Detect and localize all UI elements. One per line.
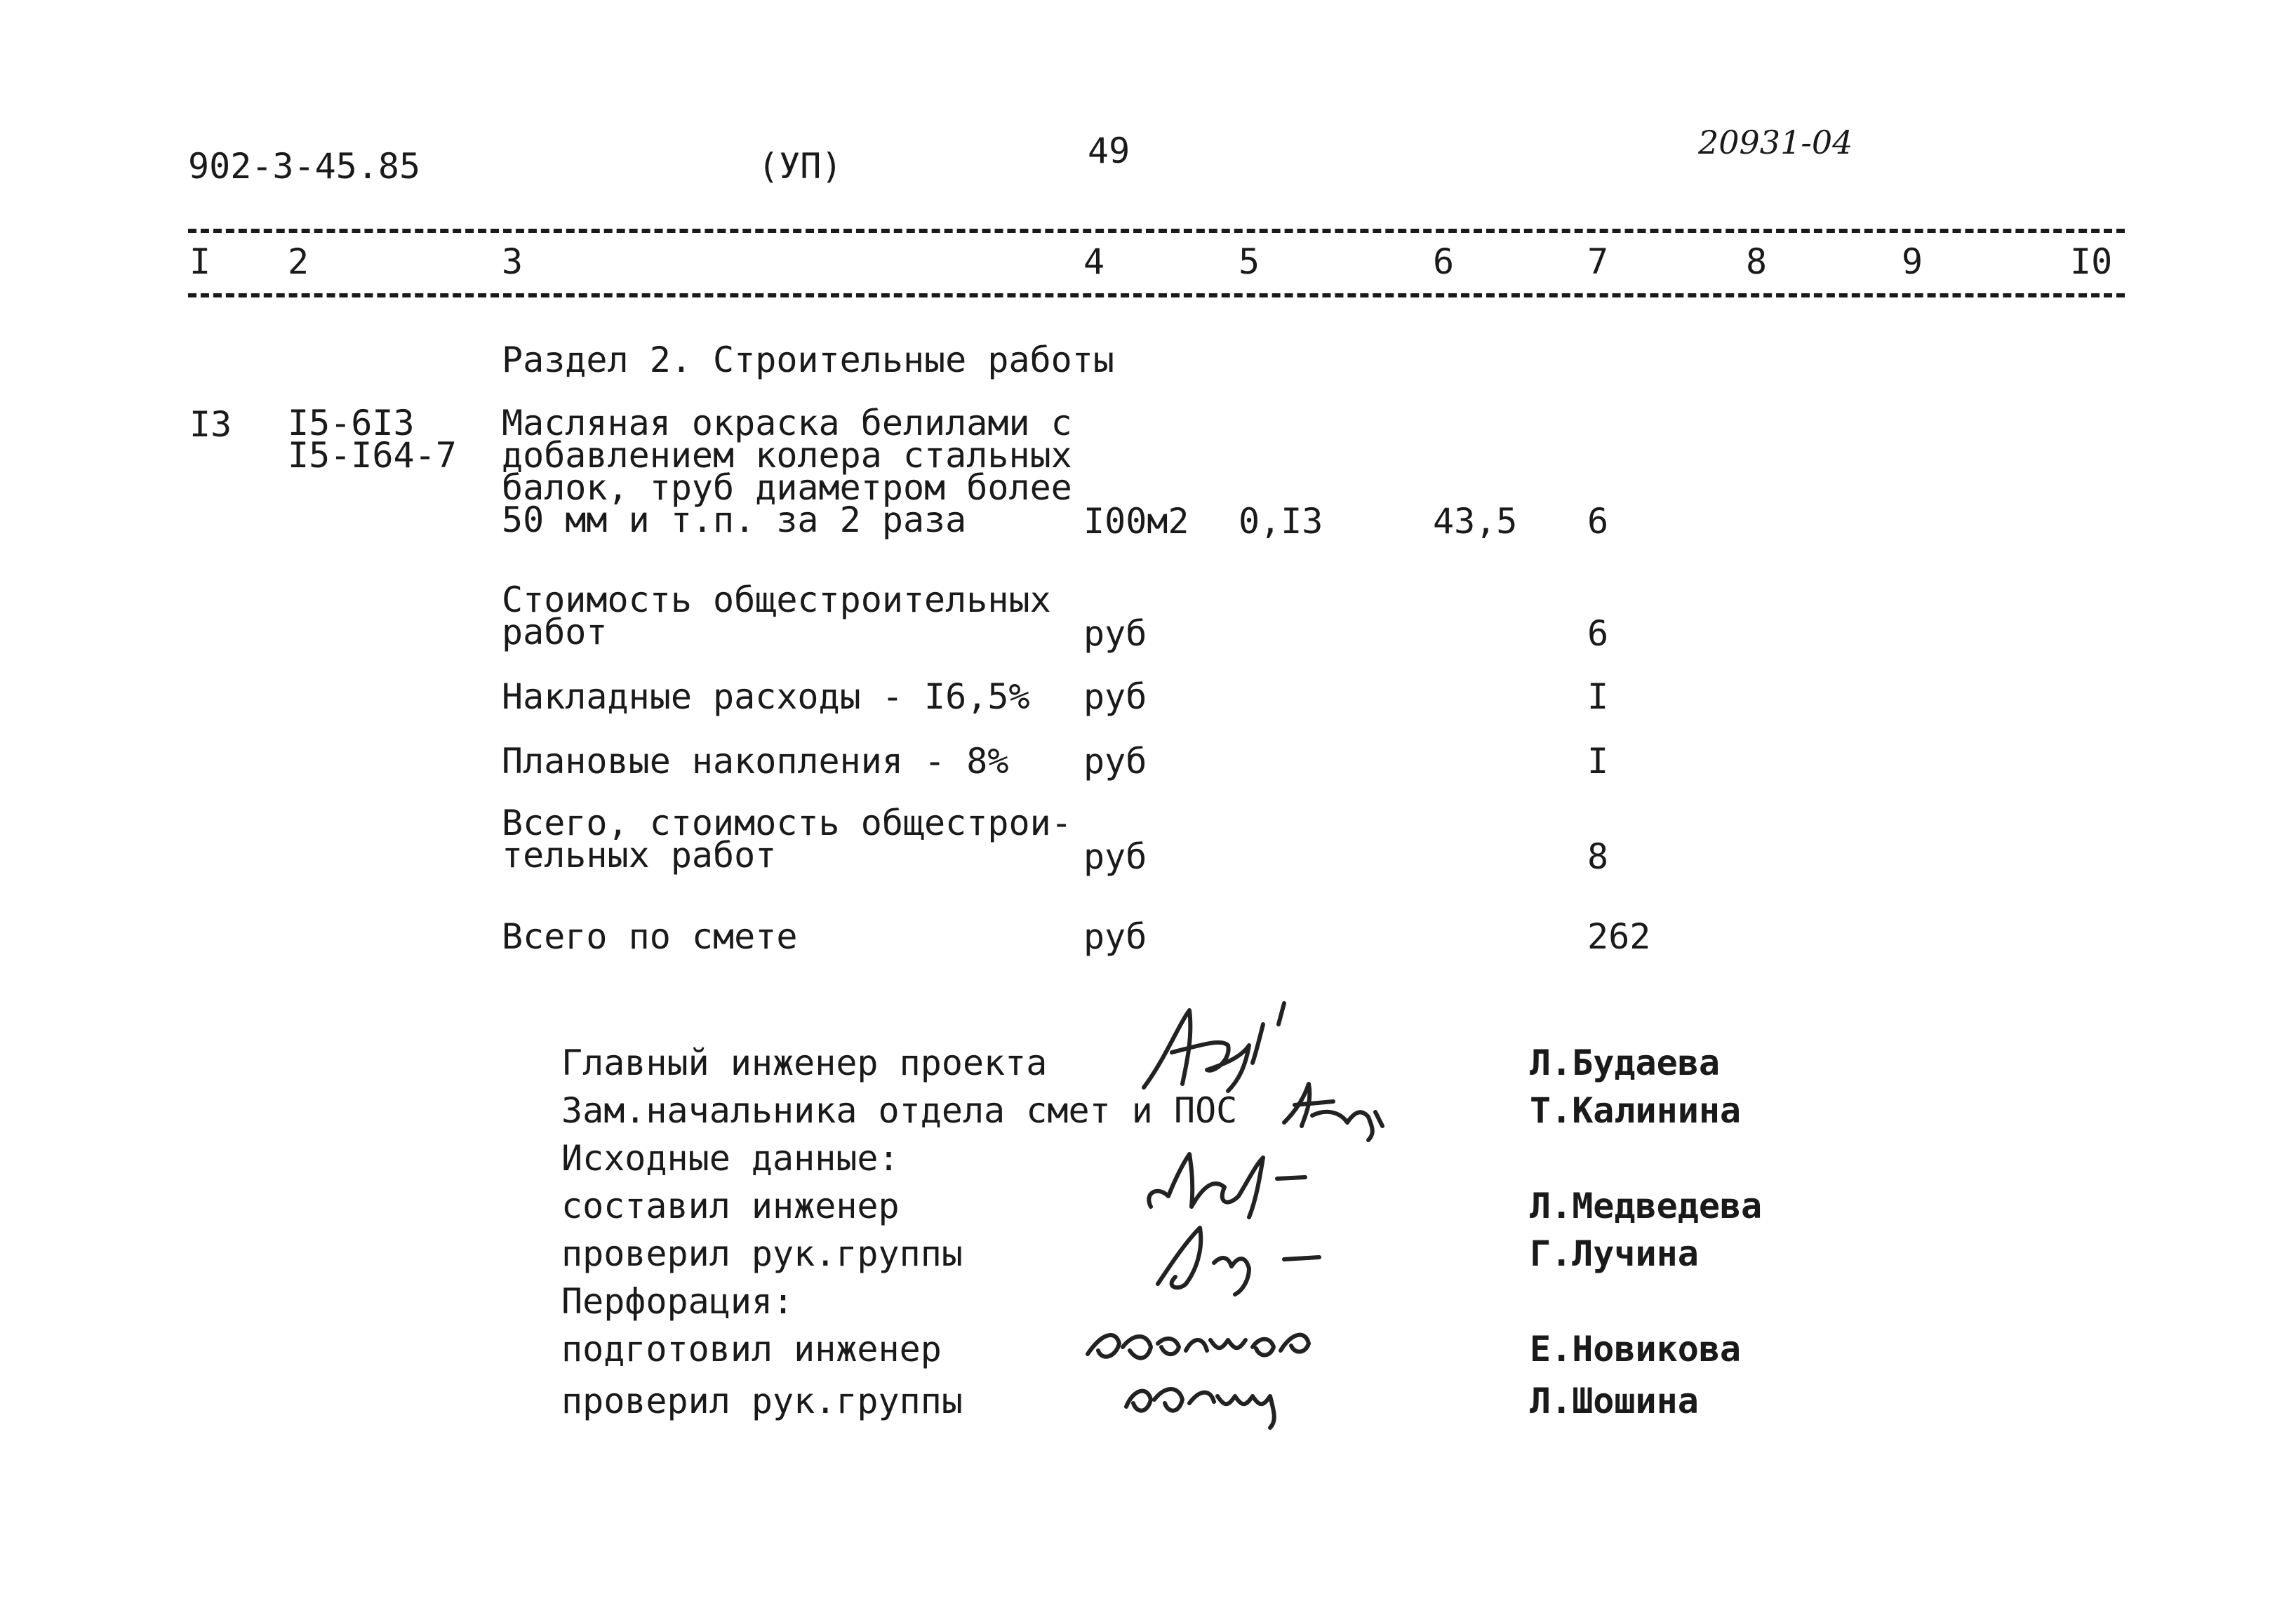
col-num-2: 2 — [288, 241, 309, 282]
prepared-role: подготовил инженер — [561, 1329, 942, 1369]
summary-unit: руб — [1083, 836, 1147, 877]
section-title: Раздел 2. Строительные работы — [502, 340, 1114, 380]
checked2-role: проверил рук.группы — [561, 1381, 963, 1421]
col-num-1: I — [189, 241, 211, 282]
summary-label-line: тельных работ — [502, 835, 777, 876]
col-num-5: 5 — [1239, 241, 1260, 282]
signature-checked2 — [1116, 1368, 1298, 1431]
col-num-8: 8 — [1746, 241, 1768, 282]
perforation-label: Перфорация: — [561, 1281, 794, 1322]
description-line: добавлением колера стальных — [502, 435, 1072, 476]
item-unit-price: 43,5 — [1433, 501, 1518, 542]
deputy-role: Зам.начальника отдела смет и ПОС — [561, 1090, 1238, 1131]
source-data-label: Исходные данные: — [561, 1138, 900, 1179]
summary-label: Плановые накопления - 8% — [502, 741, 1009, 782]
col-num-4: 4 — [1083, 241, 1105, 282]
description-line: 50 мм и т.п. за 2 раза — [502, 500, 967, 540]
col-num-7: 7 — [1587, 241, 1609, 282]
summary-value: 6 — [1587, 613, 1609, 654]
header-rule-bottom — [188, 293, 2125, 297]
col-num-9: 9 — [1902, 241, 1923, 282]
chief-engineer-name: Л.Будаева — [1530, 1043, 1720, 1083]
header-rule-top — [188, 229, 2125, 233]
summary-unit: руб — [1083, 741, 1147, 782]
doc-code: 902-3-45.85 — [188, 146, 421, 187]
col-num-10: I0 — [2070, 241, 2113, 282]
summary-value: I — [1587, 741, 1609, 782]
signature-deputy — [1270, 1073, 1396, 1144]
signature-checked — [1144, 1214, 1340, 1298]
summary-label-line: Стоимость общестроительных — [502, 580, 1051, 620]
item-codes — [288, 403, 457, 476]
stage-label: (УП) — [758, 146, 843, 187]
item-description — [502, 403, 1072, 540]
checked-name: Г.Лучина — [1530, 1233, 1699, 1274]
prepared-name: Е.Новикова — [1530, 1329, 1742, 1369]
item-unit: I00м2 — [1083, 501, 1189, 542]
description-line: балок, труб диаметром более — [502, 467, 1072, 508]
item-quantity: 0,I3 — [1239, 501, 1323, 542]
signature-prepared — [1081, 1312, 1319, 1375]
summary-label — [502, 580, 1051, 652]
summary-label-line: Всего, стоимость общестрои- — [502, 803, 1072, 843]
archive-number: 20931-04 — [1698, 123, 1853, 161]
summary-label: Всего по смете — [502, 916, 798, 957]
item-total: 6 — [1587, 501, 1609, 542]
summary-value: I — [1587, 676, 1609, 717]
summary-label: Накладные расходы - I6,5% — [502, 676, 1030, 717]
deputy-name: Т.Калинина — [1530, 1090, 1742, 1131]
checked2-name: Л.Шошина — [1530, 1381, 1699, 1421]
checked-role: проверил рук.группы — [561, 1233, 963, 1274]
col-num-3: 3 — [502, 241, 523, 282]
compiled-role: составил инженер — [561, 1186, 900, 1226]
compiled-name: Л.Медведева — [1530, 1186, 1763, 1226]
description-line: Масляная окраска белилами с — [502, 403, 1072, 443]
item-code: I5-I64-7 — [288, 435, 457, 476]
summary-unit: руб — [1083, 613, 1147, 654]
chief-engineer-role: Главный инженер проекта — [561, 1043, 1048, 1083]
col-num-6: 6 — [1433, 241, 1455, 282]
summary-unit: руб — [1083, 916, 1147, 957]
summary-value: 8 — [1587, 836, 1609, 877]
summary-unit: руб — [1083, 676, 1147, 717]
summary-value: 262 — [1587, 916, 1651, 957]
page-number: 49 — [1088, 130, 1130, 171]
summary-label — [502, 803, 1072, 876]
item-number: I3 — [189, 404, 232, 445]
item-code: I5-6I3 — [288, 403, 415, 443]
summary-label-line: работ — [502, 612, 608, 652]
